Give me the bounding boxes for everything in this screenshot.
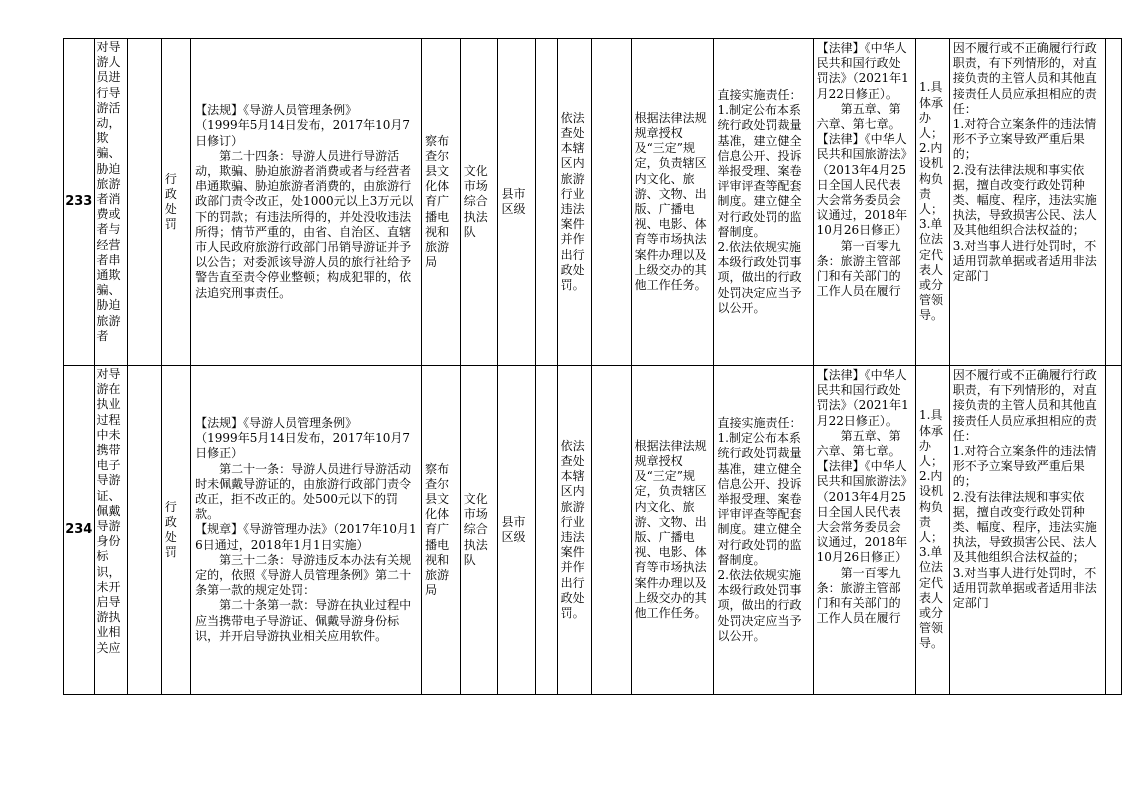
row-number: 233: [64, 39, 95, 366]
accountability-basis-line: 第五章、第六章、第七章。: [816, 101, 901, 132]
duty-line: 1.制定公布本系统行政处罚裁量基准，建立健全信息公开、投诉举报受理、案卷评审评查等配套制度。建立健全对行政处罚的监督制度。: [717, 103, 802, 239]
responsible-party-line: 3.单位法定代表人或分管领导。: [918, 217, 943, 323]
content-cell: 依法查处本辖区内旅游行业违法案件并作出行政处罚。: [557, 39, 592, 366]
duty-line: 2.依法依规实施本级行政处罚事项，做出的行政处罚决定应当予以公开。: [717, 240, 802, 315]
legal-basis-cell: [191, 39, 422, 366]
accountability-situations-cell: [949, 366, 1105, 695]
responsibility-desc-cell: 根据法律法规规章授权及“三定”规定，负责辖区内文化、旅游、文物、出版、广播电视、电影、体育等市场执法案件办理以及上级交办的其他工作任务。: [631, 39, 714, 366]
duty-line: 直接实施责任：: [717, 87, 802, 102]
table-row: [64, 366, 1122, 695]
duties-cell: [714, 39, 813, 366]
accountability-basis-cell: [813, 366, 915, 695]
level-cell: 县市区级: [498, 39, 536, 366]
legal-basis-line: 第二十一条：导游人员进行导游活动时未佩戴导游证的，由旅游行政部门责令改正，拒不改正的。处500元以下的罚款。: [195, 461, 412, 522]
blank-cell: [536, 366, 558, 695]
accountability-basis-line: 【法律】《中华人民共和国旅游法》（2013年4月25日全国人民代表大会常务委员会议通过，2018年10月26日修正）: [816, 132, 908, 238]
accountability-basis-line: 【法律】《中华人民共和国行政处罚法》（2021年1月22日修正）。: [816, 368, 909, 428]
situation-line: 1.对符合立案条件的违法情形不予立案导致严重后果的；: [952, 117, 1097, 162]
legal-basis-line: 第二十四条：导游人员进行导游活动，欺骗、胁迫旅游者消费或者与经营者串通欺骗、胁迫旅游者消费的，由旅游行政部门责令改正，处1000元以上3万元以下的罚款；有违法所得的，并处没收违法所得；情节严重的，由省、自治区、直辖市人民政府旅游行政部门吊销导游证并予以公告；对委派该导游人员的旅行社给予警告直至责令停业整顿；构成犯罪的，依法追究刑事责任。: [195, 148, 414, 300]
table-row: [64, 39, 1122, 366]
duties-cell: [714, 366, 813, 695]
category-cell: 行政处罚: [161, 366, 190, 695]
power-list-table: [63, 38, 1122, 695]
situation-line: 3.对当事人进行处罚时，不适用罚款单据或者适用非法定部门: [952, 565, 1097, 611]
accountability-basis-line: 第一百零九条：旅游主管部门和有关部门的工作人员在履行: [816, 238, 901, 299]
duty-line: 2.依法依规实施本级行政处罚事项，做出的行政处罚决定应当予以公开。: [717, 568, 802, 643]
situation-line: 2.没有法律法规和事实依据，擅自改变行政处罚种类、幅度、程序，违法实施执法，导致损害公民、法人及其他组织合法权益的；: [952, 489, 1097, 565]
legal-basis-line: （1999年5月14日发布，2017年10月7日修订）: [195, 118, 411, 148]
blank-cell: [128, 39, 162, 366]
accountability-situations-cell: [949, 39, 1105, 366]
blank-cell: [1105, 366, 1121, 695]
implementing-dept-cell: 察布查尔县文化体育广播电视和旅游局: [422, 366, 461, 695]
situation-line: 1.对符合立案条件的违法情形不予立案导致严重后果的；: [952, 444, 1097, 489]
item-name-cell: 对导游在执业过程中未携带电子导游证、佩戴导游身份标识，未开启导游执业相关应: [94, 366, 128, 695]
accountability-basis-line: 【法律】《中华人民共和国旅游法》（2013年4月25日全国人民代表大会常务委员会议通过，2018年10月26日修正）: [816, 459, 908, 565]
accountability-basis-cell: [813, 39, 915, 366]
legal-basis-line: 【规章】《导游管理办法》（2017年10月16日通过，2018年1月1日实施）: [195, 522, 417, 552]
content-cell: 依法查处本辖区内旅游行业违法案件并作出行政处罚。: [557, 366, 592, 695]
accountability-basis-line: 第一百零九条：旅游主管部门和有关部门的工作人员在履行: [816, 565, 901, 626]
blank-cell: [536, 39, 558, 366]
blank-cell: [128, 366, 162, 695]
legal-basis-line: （1999年5月14日发布，2017年10月7日修正）: [195, 431, 411, 461]
duty-line: 1.制定公布本系统行政处罚裁量基准，建立健全信息公开、投诉举报受理、案卷评审评查等配套制度。建立健全对行政处罚的监督制度。: [717, 431, 802, 567]
accountability-basis-line: 第五章、第六章、第七章。: [816, 428, 901, 459]
duty-line: 直接实施责任：: [717, 415, 802, 430]
accountability-basis-line: 【法律】《中华人民共和国行政处罚法》（2021年1月22日修正）。: [816, 41, 909, 101]
legal-basis-line: 第二十条第一款：导游在执业过程中应当携带电子导游证、佩戴导游身份标识，并开启导游执业相关应用软件。: [195, 598, 412, 643]
blank-cell: [1105, 39, 1121, 366]
enforcement-unit-cell: 文化市场综合执法队: [460, 39, 498, 366]
blank-cell: [592, 366, 631, 695]
responsible-party-line: 2.内设机构负责人；: [918, 469, 943, 544]
legal-basis-line: 【法规】《导游人员管理条例》: [195, 103, 358, 118]
responsible-parties-cell: [915, 366, 949, 695]
item-name-cell: 对导游人员进行导游活动，欺骗、胁迫旅游者消费或者与经营者串通欺骗、胁迫旅游者: [94, 39, 128, 366]
responsible-party-line: 2.内设机构负责人；: [918, 141, 943, 216]
responsible-party-line: 1.具体承办人；: [918, 408, 943, 468]
situation-line: 3.对当事人进行处罚时，不适用罚款单据或者适用非法定部门: [952, 238, 1097, 284]
responsible-party-line: 1.具体承办人；: [918, 80, 943, 140]
legal-basis-cell: [191, 366, 422, 695]
responsible-party-line: 3.单位法定代表人或分管领导。: [918, 545, 943, 651]
responsibility-desc-cell: 根据法律法规规章授权及“三定”规定，负责辖区内文化、旅游、文物、出版、广播电视、电影、体育等市场执法案件办理以及上级交办的其他工作任务。: [631, 366, 714, 695]
level-cell: 县市区级: [498, 366, 536, 695]
row-number: 234: [64, 366, 95, 695]
enforcement-unit-cell: 文化市场综合执法队: [460, 366, 498, 695]
implementing-dept-cell: 察布查尔县文化体育广播电视和旅游局: [422, 39, 461, 366]
blank-cell: [592, 39, 631, 366]
legal-basis-line: 【法规】《导游人员管理条例》: [195, 415, 358, 430]
responsible-parties-cell: [915, 39, 949, 366]
legal-basis-line: 第三十二条：导游违反本办法有关规定的，依照《导游人员管理条例》第二十条第一款的规定处罚：: [195, 552, 412, 598]
situation-line: 2.没有法律法规和事实依据，擅自改变行政处罚种类、幅度、程序，违法实施执法，导致损害公民、法人及其他组织合法权益的；: [952, 162, 1097, 238]
situation-line: 因不履行或不正确履行行政职责，有下列情形的，对直接负责的主管人员和其他直接责任人员应承担相应的责任：: [952, 41, 1097, 116]
category-cell: 行政处罚: [161, 39, 190, 366]
situation-line: 因不履行或不正确履行行政职责，有下列情形的，对直接负责的主管人员和其他直接责任人员应承担相应的责任：: [952, 368, 1097, 443]
